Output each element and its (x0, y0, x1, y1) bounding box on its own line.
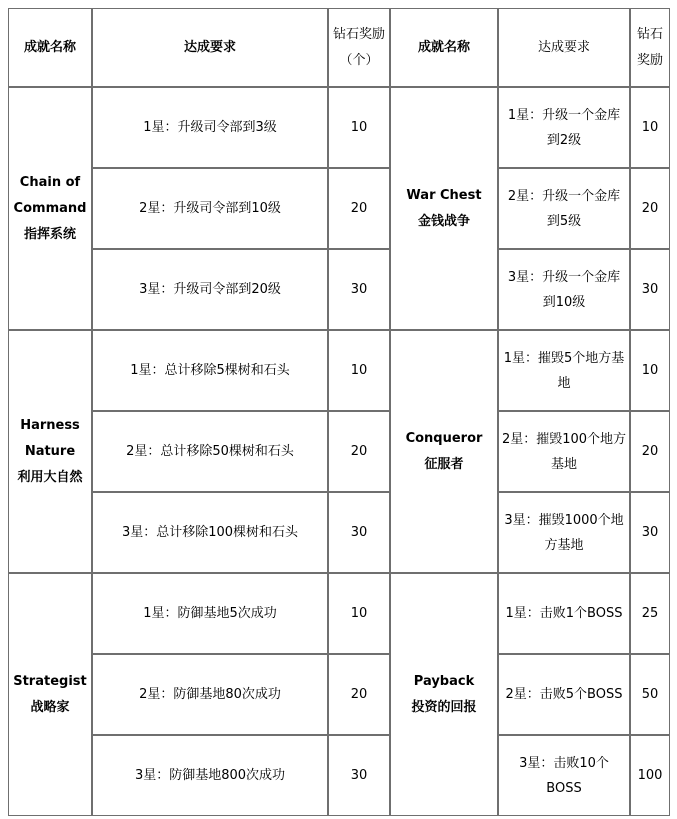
reward-value: 30 (350, 281, 368, 297)
achievement-name-harness-nature (8, 330, 92, 573)
reward-cell (630, 735, 670, 816)
name-line: Payback (413, 673, 475, 689)
requirement-text: 2星：防御基地80次成功 (139, 686, 281, 702)
reward-value: 20 (350, 200, 368, 216)
header-achievement-name-left (8, 8, 92, 87)
reward-value: 20 (350, 443, 368, 459)
reward-cell (630, 654, 670, 735)
requirement-text: 到5级 (546, 213, 582, 229)
name-line: War Chest (406, 187, 482, 203)
requirement-text: 3星：防御基地800次成功 (134, 767, 286, 783)
requirement-text: BOSS (546, 780, 582, 796)
header-label: 成就名称 (417, 39, 470, 55)
header-requirement-right (498, 8, 630, 87)
header-label-line2: （个） (339, 52, 379, 68)
requirement-cell (92, 87, 328, 168)
requirement-text: 基地 (550, 456, 577, 472)
reward-cell (328, 87, 390, 168)
requirement-text: 3星：总计移除100棵树和石头 (121, 524, 299, 540)
requirement-cell (92, 249, 328, 330)
requirement-cell (92, 330, 328, 411)
reward-value: 10 (350, 605, 368, 621)
reward-value: 100 (637, 767, 663, 783)
requirement-cell (92, 654, 328, 735)
name-line: Strategist (13, 673, 87, 689)
reward-cell (328, 168, 390, 249)
reward-value: 10 (350, 119, 368, 135)
requirement-text: 3星：摧毁1000个地 (504, 512, 624, 528)
reward-cell (630, 330, 670, 411)
requirement-cell (92, 573, 328, 654)
reward-value: 30 (641, 524, 659, 540)
reward-cell (328, 330, 390, 411)
reward-value: 50 (641, 686, 659, 702)
reward-cell (328, 735, 390, 816)
requirement-text: 3星：击败10个 (519, 755, 609, 771)
requirement-text: 1星：击败1个BOSS (505, 606, 623, 621)
requirement-text: 2星：总计移除50棵树和石头 (126, 443, 294, 459)
requirement-cell (498, 330, 630, 411)
requirement-text: 2星：摧毁100个地方 (501, 431, 627, 447)
header-achievement-name-right (390, 8, 498, 87)
reward-value: 10 (641, 362, 659, 378)
requirement-text: 到2级 (546, 132, 582, 148)
requirement-cell (92, 492, 328, 573)
header-reward-left (328, 8, 390, 87)
requirement-text: 3星：升级司令部到20级 (139, 281, 281, 297)
reward-cell (328, 573, 390, 654)
reward-cell (328, 249, 390, 330)
requirement-text: 1星：摧毁5个地方基 (503, 350, 625, 366)
requirement-text: 2星：击败5个BOSS (505, 687, 623, 702)
requirement-cell (498, 87, 630, 168)
requirement-text: 1星：防御基地5次成功 (143, 605, 277, 621)
header-reward-right (630, 8, 670, 87)
reward-cell (630, 87, 670, 168)
reward-value: 30 (641, 281, 659, 297)
reward-value: 30 (350, 524, 368, 540)
requirement-text: 1星：升级一个金库 (507, 107, 621, 123)
requirement-cell (498, 573, 630, 654)
requirement-text: 3星：升级一个金库 (507, 269, 621, 285)
reward-value: 20 (641, 200, 659, 216)
requirement-cell (92, 411, 328, 492)
name-line: 投资的回报 (411, 699, 477, 715)
name-line: Command (13, 200, 87, 216)
requirement-text: 1星：升级司令部到3级 (143, 119, 277, 135)
achievement-name-payback (390, 573, 498, 816)
header-requirement-left (92, 8, 328, 87)
reward-cell (328, 492, 390, 573)
requirement-cell (498, 654, 630, 735)
reward-value: 10 (641, 119, 659, 135)
reward-value: 20 (350, 686, 368, 702)
requirement-text: 地 (557, 375, 571, 391)
requirement-cell (498, 168, 630, 249)
name-line: 金钱战争 (417, 213, 470, 229)
requirement-text: 到10级 (542, 294, 586, 310)
header-label: 达成要求 (183, 39, 236, 55)
requirement-text: 1星：总计移除5棵树和石头 (130, 362, 290, 378)
name-line: Nature (24, 443, 76, 459)
reward-cell (328, 654, 390, 735)
reward-cell (328, 411, 390, 492)
reward-value: 25 (641, 605, 659, 621)
reward-cell (630, 411, 670, 492)
achievement-name-war-chest (390, 87, 498, 330)
name-line: Chain of (19, 174, 81, 190)
name-line: 战略家 (30, 699, 70, 715)
achievement-name-conqueror (390, 330, 498, 573)
requirement-text: 方基地 (544, 537, 584, 553)
reward-cell (630, 573, 670, 654)
requirement-cell (498, 249, 630, 330)
reward-value: 20 (641, 443, 659, 459)
reward-cell (630, 168, 670, 249)
reward-cell (630, 492, 670, 573)
requirement-text: 2星：升级一个金库 (507, 188, 621, 204)
reward-cell (630, 249, 670, 330)
achievement-name-chain-of-command (8, 87, 92, 330)
name-line: 征服者 (424, 456, 464, 472)
header-label: 成就名称 (23, 39, 76, 55)
name-line: 指挥系统 (23, 226, 76, 242)
requirement-cell (498, 492, 630, 573)
requirement-cell (498, 411, 630, 492)
achievement-name-strategist (8, 573, 92, 816)
header-label-line2: 奖励 (636, 52, 663, 68)
requirement-text: 2星：升级司令部到10级 (139, 200, 281, 216)
name-line: Harness (20, 417, 80, 433)
reward-value: 10 (350, 362, 368, 378)
requirement-cell (498, 735, 630, 816)
requirement-cell (92, 168, 328, 249)
header-label: 达成要求 (537, 39, 590, 55)
header-label-line1: 钻石 (636, 26, 663, 42)
header-label-line1: 钻石奖励 (332, 26, 385, 42)
name-line: Conqueror (405, 430, 483, 446)
name-line: 利用大自然 (17, 469, 83, 485)
reward-value: 30 (350, 767, 368, 783)
requirement-cell (92, 735, 328, 816)
